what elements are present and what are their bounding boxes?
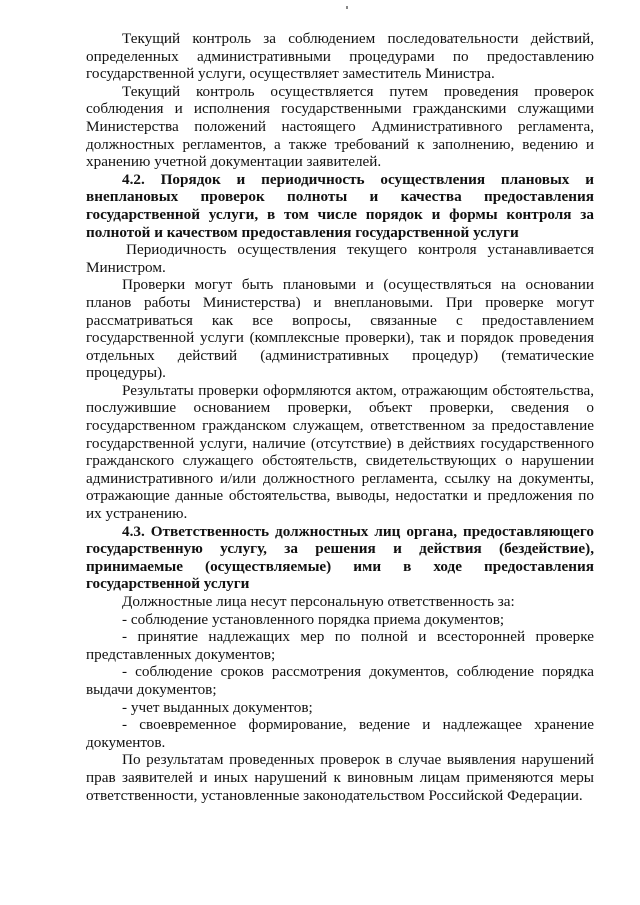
list-item: - учет выданных документов;	[122, 698, 313, 716]
paragraph-periodicity: Периодичность осуществления текущего контроля устанавливается Министром.	[86, 241, 594, 276]
list-item: - соблюдение сроков рассмотрения документов, соблюдение порядка выдачи документов;	[86, 663, 594, 698]
page-mark	[346, 6, 348, 9]
paragraph-responsibility-intro: Должностные лица несут персональную ответственность за:	[122, 593, 515, 610]
list-item: - соблюдение установленного порядка приема документов;	[122, 610, 505, 628]
document-body	[86, 30, 594, 804]
list-item: - своевременное формирование, ведение и надлежащее хранение документов.	[86, 716, 594, 751]
paragraph-current-control: Текущий контроль за соблюдением последовательности действий, определенных административными процедурами по предоставлению государственной услуги, осуществляет заместитель Министра.	[86, 30, 594, 83]
paragraph-check-results: Результаты проверки оформляются актом, отражающим обстоятельства, послужившие основанием проверки, объект проверки, сведения о государственном гражданском служащем, ответственном за предоставление государственной услуги, наличие (отсутствие) в действиях государственного гражданского служащего обстоятельств, свидетельствующих о нарушении административного и/или должностного регламента, ссылку на документы, отражающие данные обстоятельства, выводы, недостатки и предложения по их устранению.	[86, 381, 594, 523]
section-heading-4-2: 4.2. Порядок и периодичность осуществления плановых и внеплановых проверок полноты и качества предоставления государственной услуги, в том числе порядок и формы контроля за полнотой и качеством предоставления государственной услуги	[86, 170, 594, 241]
paragraph-control-method: Текущий контроль осуществляется путем проведения проверок соблюдения и исполнения государственными гражданскими служащими Министерства положений настоящего Административного регламента, должностных регламентов, а также требований к заполнению, ведению и хранению учетной документации заявителей.	[86, 82, 594, 171]
paragraph-check-types: Проверки могут быть плановыми и (осуществляться на основании планов работы Министерства) и внеплановыми. При проверке могут рассматриваться как все вопросы, связанные с предоставлением государственной услуги (комплексные проверки), так и порядок проведения отдельных действий (административных процедур) (тематические процедуры).	[86, 276, 594, 382]
list-item: - принятие надлежащих мер по полной и всесторонней проверке представленных документов;	[86, 628, 594, 663]
paragraph-violations: По результатам проведенных проверок в случае выявления нарушений прав заявителей и иных нарушений к виновным лицам применяются меры ответственности, установленные законодательством Российской Федерации.	[86, 751, 594, 804]
section-heading-4-3: 4.3. Ответственность должностных лиц органа, предоставляющего государственную услугу, за решения и действия (бездействие), принимаемые (осуществляемые) ими в ходе предоставления государственной услуги	[86, 522, 594, 593]
